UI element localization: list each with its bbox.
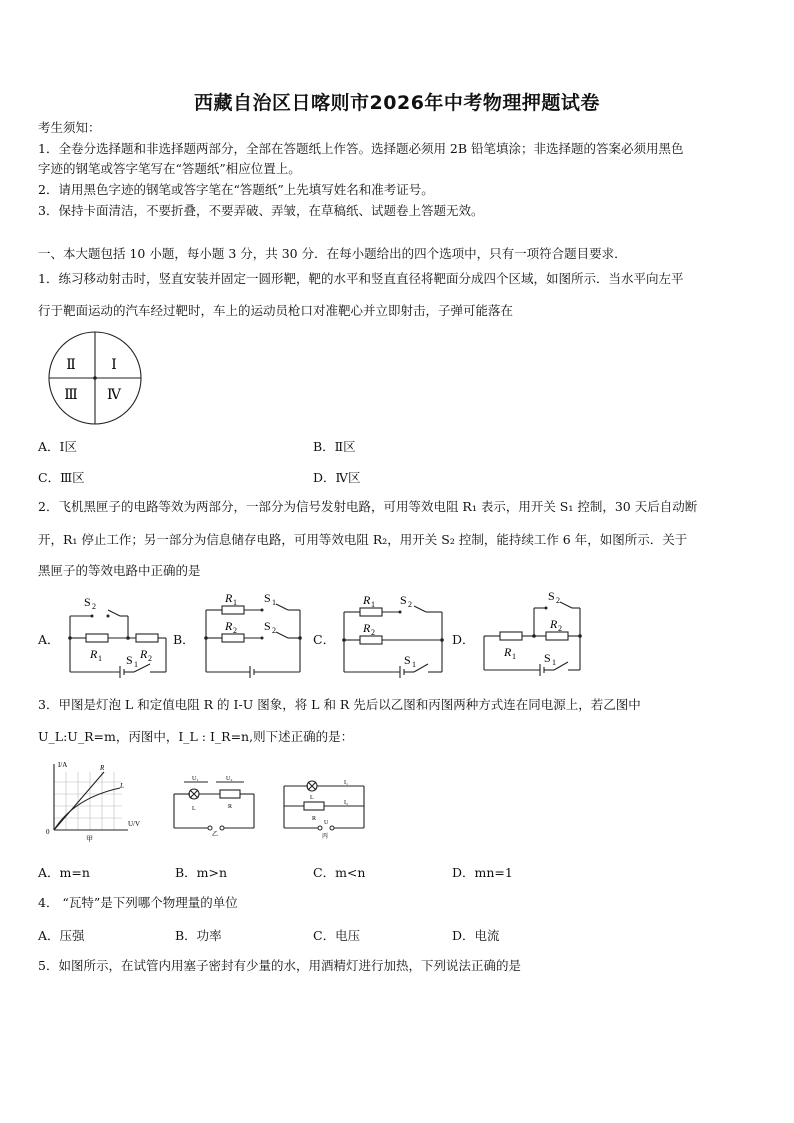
q2-text-line-3: 黑匣子的等效电路中正确的是 [38, 563, 201, 578]
q2-text-line-1: 2．飞机黑匣子的电路等效为两部分，一部分为信号发射电路，可用等效电阻 R₁ 表示，用开关 S₁ 控制，30 天后自动断 [38, 499, 698, 514]
q1-option-c[interactable]: C．Ⅲ区 [38, 470, 85, 485]
q2-option-a-label[interactable]: A． [38, 632, 60, 647]
region-2-label: Ⅱ [66, 358, 76, 373]
q2-circuit-c [338, 588, 446, 682]
label-sub: 1 [512, 652, 516, 661]
fig3-i2: I₂ [344, 800, 349, 806]
fig2-caption: 乙 [212, 832, 219, 838]
label-sub: 2 [272, 626, 276, 635]
label-sub: 2 [148, 654, 152, 663]
section-heading: 一、本大题包括 10 小题，每小题 3 分，共 30 分．在每小题给出的四个选项中，只有一项符合题目要求． [38, 246, 627, 261]
notice-heading: 考生须知： [38, 120, 101, 135]
q1-option-d[interactable]: D．Ⅳ区 [313, 470, 361, 485]
q2-circuit-b [200, 588, 308, 680]
label-r: R [225, 591, 233, 605]
q2-option-c-label[interactable]: C． [313, 632, 336, 647]
label-sub: 2 [233, 626, 237, 635]
notice-line-1a: 1．全卷分选择题和非选择题两部分，全部在答题纸上作答。选择题必须用 2B 铅笔填涂；非选择题的答案必须用黑色 [38, 141, 684, 156]
q4-option-c[interactable]: C．电压 [313, 928, 361, 943]
label-s: S [404, 653, 411, 667]
q3-option-a[interactable]: A．m=n [38, 865, 90, 880]
label-sub: 2 [556, 596, 560, 605]
label-sub: 1 [134, 660, 138, 669]
region-4-label: Ⅳ [107, 388, 121, 403]
q3-text-line-1: 3．甲图是灯泡 L 和定值电阻 R 的 I-U 图象，将 L 和 R 先后以乙图和丙图两种方式连在同电源上，若乙图中 [38, 697, 641, 712]
q3-option-b[interactable]: B．m>n [175, 865, 228, 880]
label-sub: 1 [412, 660, 416, 669]
graph-curve-r: R [100, 764, 105, 772]
q1-text-line-2: 行于靶面运动的汽车经过靶时，车上的运动员枪口对准靶心并立即射击，子弹可能落在 [38, 303, 514, 318]
fig3-caption: 丙 [322, 834, 329, 840]
fig3-r: R [312, 816, 317, 822]
label-s: S [84, 595, 91, 609]
label-s: S [264, 619, 271, 633]
q3-option-d[interactable]: D．mn=1 [452, 865, 513, 880]
label-r: R [90, 647, 98, 661]
q3-circuit-series [168, 770, 262, 846]
graph-x-label: U/V [128, 820, 141, 828]
label-sub: 1 [371, 600, 375, 609]
q5-text: 5．如图所示，在试管内用塞子密封有少量的水，用酒精灯进行加热，下列说法正确的是 [38, 958, 521, 973]
graph-y-label: I/A [58, 761, 68, 769]
label-s: S [548, 589, 555, 603]
q3-circuit-parallel [278, 770, 372, 846]
q4-text: 4． “瓦特”是下列哪个物理量的单位 [38, 895, 238, 910]
label-sub: 1 [233, 598, 237, 607]
graph-caption: 甲 [86, 835, 93, 842]
q2-text-line-2: 开，R₁ 停止工作；另一部分为信息储存电路，可用等效电阻 R₂，用开关 S₂ 控制，能持续工作 6 年，如图所示．关于 [38, 532, 688, 547]
region-1-label: Ⅰ [111, 358, 117, 373]
label-sub: 2 [408, 600, 412, 609]
label-sub: 2 [92, 602, 96, 611]
q3-iu-graph [44, 758, 150, 842]
q4-option-d[interactable]: D．电流 [452, 928, 500, 943]
fig3-u: U [324, 820, 329, 826]
q4-option-b[interactable]: B．功率 [175, 928, 222, 943]
q3-option-c[interactable]: C．m<n [313, 865, 366, 880]
label-r: R [140, 647, 148, 661]
q2-option-d-label[interactable]: D． [452, 632, 475, 647]
q2-circuit-d [478, 586, 588, 682]
label-r: R [225, 619, 233, 633]
label-s: S [126, 653, 133, 667]
page-title: 西藏自治区日喀则市2026年中考物理押题试卷 [194, 92, 600, 114]
fig3-i1: I₁ [344, 780, 349, 786]
label-r: R [363, 593, 371, 607]
region-3-label: Ⅲ [64, 388, 78, 403]
notice-line-3: 3．保持卡面清洁，不要折叠，不要弄破、弄皱，在草稿纸、试题卷上答题无效。 [38, 203, 484, 218]
q2-circuit-a [62, 590, 174, 680]
fig3-l: L [310, 795, 314, 801]
label-r: R [363, 621, 371, 635]
q1-option-b[interactable]: B．Ⅱ区 [313, 439, 356, 454]
q4-option-a[interactable]: A．压强 [38, 928, 85, 943]
label-sub: 2 [371, 628, 375, 637]
fig2-u2: U₂ [226, 776, 233, 782]
graph-origin: 0 [46, 828, 50, 836]
q1-text-line-1: 1．练习移动射击时，竖直安装并固定一圆形靶，靶的水平和竖直直径将靶面分成四个区域，如图所示．当水平向左平 [38, 271, 684, 286]
label-s: S [544, 651, 551, 665]
label-s: S [400, 593, 407, 607]
label-s: S [264, 591, 271, 605]
fig2-u1: U₁ [192, 776, 199, 782]
q3-text-line-2: U_L:U_R=m，丙图中，I_L : I_R=n,则下述正确的是： [38, 729, 354, 744]
notice-line-2: 2．请用黑色字迹的钢笔或答字笔在“答题纸”上先填写姓名和准考证号。 [38, 182, 434, 197]
fig2-r: R [228, 804, 233, 810]
label-r: R [504, 645, 512, 659]
label-r: R [550, 617, 558, 631]
q1-target-figure [44, 330, 148, 428]
notice-line-1b: 字迹的钢笔或答字笔写在“答题纸”相应位置上。 [38, 161, 301, 176]
q1-option-a[interactable]: A．Ⅰ区 [38, 439, 77, 454]
label-sub: 1 [272, 598, 276, 607]
label-sub: 1 [552, 658, 556, 667]
q2-option-b-label[interactable]: B． [173, 632, 195, 647]
label-sub: 1 [98, 654, 102, 663]
target-center-dot [93, 376, 97, 380]
graph-curve-l: L [120, 782, 124, 790]
label-sub: 2 [558, 624, 562, 633]
fig2-l: L [192, 806, 196, 812]
